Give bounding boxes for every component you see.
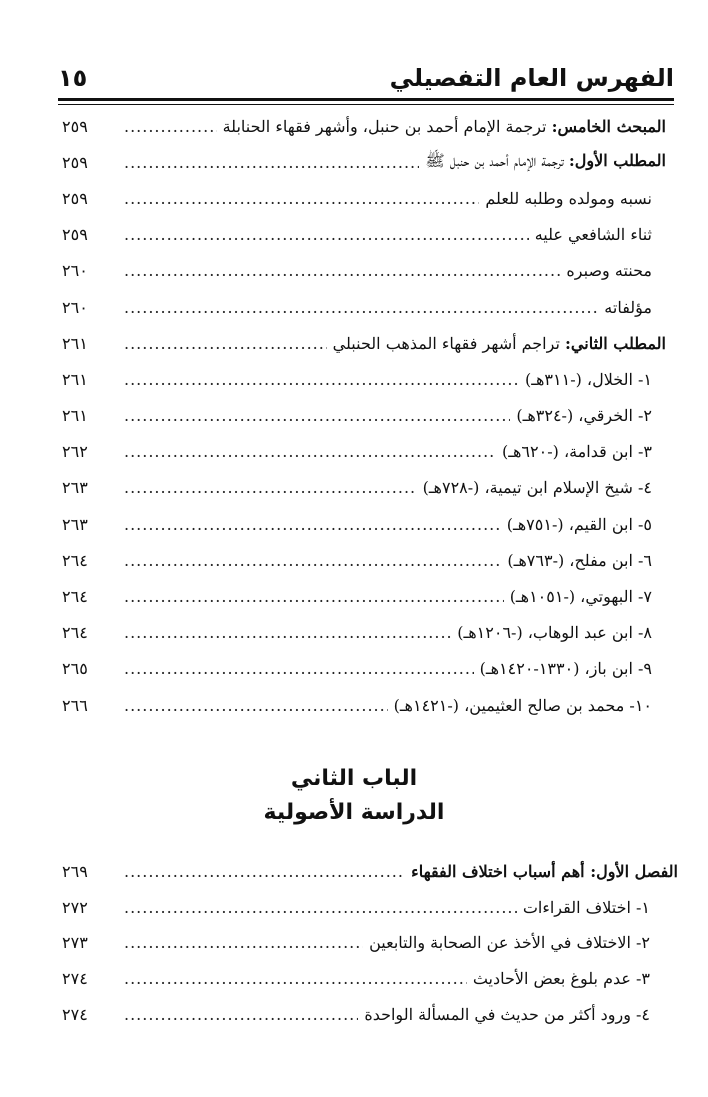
toc-title: محنته وصبره <box>566 261 652 281</box>
toc-title: ٢- الخرقي، (-٣٢٤هـ) <box>516 406 652 426</box>
leader-dots <box>124 515 501 534</box>
toc-row <box>62 361 666 397</box>
leader-dots <box>124 623 451 642</box>
toc-page: ٢٦١ <box>62 369 88 389</box>
toc-page: ٢٦٢ <box>62 442 88 462</box>
leader-dots <box>124 370 519 389</box>
leader-dots <box>124 189 479 208</box>
toc-row <box>62 854 678 890</box>
toc-row <box>62 687 666 723</box>
leader-dots <box>124 153 419 172</box>
toc-page: ٢٦٣ <box>62 478 88 498</box>
toc-title: ترجمة الإمام أحمد بن حنبل ﷺ <box>425 150 569 170</box>
leader-dots <box>124 334 327 353</box>
toc-row <box>62 890 678 926</box>
leader-dots <box>124 225 529 244</box>
toc-page: ٢٦٣ <box>62 514 88 534</box>
toc-page: ٢٦٠ <box>62 297 88 317</box>
toc-row <box>62 289 666 325</box>
table-of-contents <box>62 108 666 723</box>
toc-page: ٢٦١ <box>62 333 88 353</box>
page-header <box>58 58 674 98</box>
header-rule-thin <box>58 104 674 105</box>
leader-dots <box>124 406 510 425</box>
toc-row <box>62 506 666 542</box>
toc-row <box>62 961 678 997</box>
leader-dots <box>124 587 504 606</box>
toc-label: المطلب الأول: <box>568 150 666 170</box>
header-rule-thick <box>58 98 674 101</box>
toc-title: ٣- ابن قدامة، (-٦٢٠هـ) <box>502 442 652 462</box>
toc-row <box>62 217 666 253</box>
toc-title: ٨- ابن عبد الوهاب، (-١٢٠٦هـ) <box>457 623 652 643</box>
leader-dots <box>124 933 363 952</box>
leader-dots <box>124 261 560 280</box>
leader-dots <box>124 478 417 497</box>
toc-title: ٣- عدم بلوغ بعض الأحاديث <box>472 969 650 989</box>
toc-row <box>62 144 666 180</box>
toc-page: ٢٥٩ <box>62 116 88 136</box>
toc-page: ٢٥٩ <box>62 188 88 208</box>
part-subheading: الدراسة الأصولية <box>263 800 445 825</box>
toc-page: ٢٦٤ <box>62 587 88 607</box>
toc-label: المطلب الثاني: <box>565 333 666 353</box>
toc-page: ٢٧٤ <box>62 969 88 989</box>
toc-title: ٦- ابن مفلح، (-٧٦٣هـ) <box>507 550 652 570</box>
leader-dots <box>124 1005 358 1024</box>
toc-title: ٤- شيخ الإسلام ابن تيمية، (-٧٢٨هـ) <box>422 478 652 498</box>
toc-row <box>62 253 666 289</box>
toc-page: ٢٦٩ <box>62 862 88 882</box>
toc-page: ٢٧٢ <box>62 897 88 917</box>
toc-page: ٢٦٥ <box>62 659 88 679</box>
toc-row <box>62 180 666 216</box>
toc-title: ٤- ورود أكثر من حديث في المسألة الواحدة <box>364 1004 650 1024</box>
toc-page: ٢٦٠ <box>62 261 88 281</box>
part-heading: الباب الثاني <box>290 766 418 791</box>
toc-page: ٢٧٤ <box>62 1004 88 1024</box>
toc-row <box>62 925 678 961</box>
toc-page: ٢٥٩ <box>62 225 88 245</box>
toc-title: ثناء الشافعي عليه <box>534 225 652 245</box>
toc-title: ٧- البهوتي، (-١٠٥١هـ) <box>509 587 652 607</box>
toc-row <box>62 651 666 687</box>
leader-dots <box>124 442 496 461</box>
toc-row <box>62 398 666 434</box>
toc-title: ترجمة الإمام أحمد بن حنبل، وأشهر فقهاء الحنابلة <box>222 116 552 136</box>
toc-page: ٢٦١ <box>62 406 88 426</box>
toc-title: مؤلفاته <box>604 297 652 317</box>
toc-title: ١- الخلال، (-٣١١هـ) <box>525 369 652 389</box>
toc-title: أهم أسباب اختلاف الفقهاء <box>411 862 591 882</box>
toc-row <box>62 578 666 614</box>
toc-row <box>62 615 666 651</box>
leader-dots <box>124 862 405 881</box>
leader-dots <box>124 298 598 317</box>
toc-row <box>62 996 678 1032</box>
toc-row <box>62 325 666 361</box>
toc-row <box>62 108 666 144</box>
toc-page: ٢٦٦ <box>62 695 88 715</box>
toc-title: نسبه ومولده وطلبه للعلم <box>485 188 652 208</box>
leader-dots <box>124 696 388 715</box>
toc-title: ٥- ابن القيم، (-٧٥١هـ) <box>506 514 652 534</box>
leader-dots <box>124 969 467 988</box>
toc-row <box>62 434 666 470</box>
running-title: الفهرس العام التفصيلي <box>389 64 674 92</box>
leader-dots <box>124 659 474 678</box>
toc-label: المبحث الخامس: <box>551 116 666 136</box>
toc-title: ١- اختلاف القراءات <box>522 897 650 917</box>
toc-page: ٢٦٤ <box>62 623 88 643</box>
toc-title: تراجم أشهر فقهاء المذهب الحنبلي <box>332 333 565 353</box>
leader-dots <box>124 117 217 136</box>
toc-label: الفصل الأول: <box>590 862 678 882</box>
table-of-contents-part-two <box>62 854 678 1032</box>
leader-dots <box>124 551 501 570</box>
toc-row <box>62 470 666 506</box>
toc-page: ٢٥٩ <box>62 152 88 172</box>
toc-title: ٩- ابن باز، (١٣٣٠-١٤٢٠هـ) <box>479 659 652 679</box>
toc-page: ٢٧٣ <box>62 933 88 953</box>
leader-dots <box>124 898 517 917</box>
page-number: ١٥ <box>58 64 88 92</box>
toc-title: ١٠- محمد بن صالح العثيمين، (-١٤٢١هـ) <box>393 695 652 715</box>
toc-title: ٢- الاختلاف في الأخذ عن الصحابة والتابعين <box>369 933 650 953</box>
toc-page: ٢٦٤ <box>62 550 88 570</box>
toc-row <box>62 542 666 578</box>
